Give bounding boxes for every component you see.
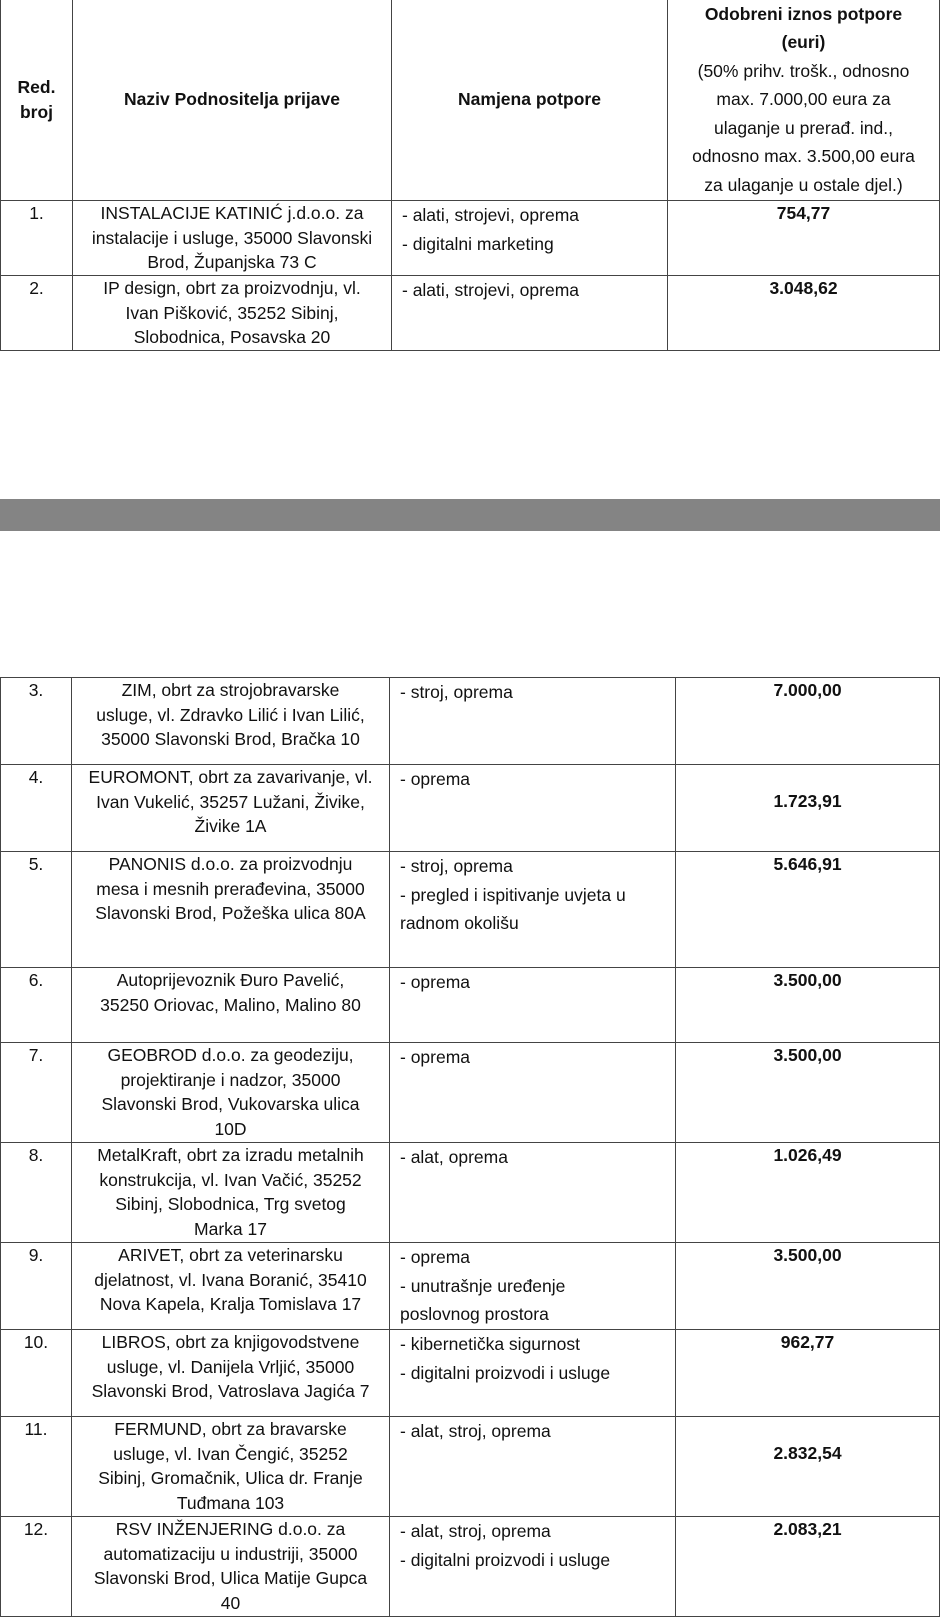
applicant-name bbox=[73, 201, 392, 276]
row-number: 7. bbox=[1, 1043, 72, 1143]
header-amount-note-5: za ulaganje u ostale djel.) bbox=[704, 174, 903, 195]
applicant-name-line: Živike 1A bbox=[194, 816, 267, 836]
approved-amount: 7.000,00 bbox=[676, 678, 940, 765]
applicant-name-line: INSTALACIJE KATINIĆ j.d.o.o. za bbox=[100, 203, 364, 223]
grant-purpose-line: - alat, stroj, oprema bbox=[400, 1421, 551, 1441]
approved-amount: 962,77 bbox=[676, 1330, 940, 1417]
grant-purpose bbox=[392, 276, 668, 351]
applicant-name-line: Ivan Pišković, 35252 Sibinj, bbox=[125, 302, 339, 323]
table-row bbox=[1, 201, 940, 276]
applicant-name bbox=[73, 276, 392, 351]
grant-purpose-line: - alati, strojevi, oprema bbox=[402, 280, 580, 300]
applicant-name-line: Brod, Županjska 73 C bbox=[147, 252, 317, 272]
grant-purpose-line: - oprema bbox=[400, 769, 471, 789]
applicant-name-line: Slavonski Brod, Požeška ulica 80A bbox=[95, 903, 366, 923]
grant-purpose bbox=[390, 1043, 676, 1143]
applicant-name-line: konstrukcija, vl. Ivan Vačić, 35252 bbox=[99, 1169, 362, 1190]
grant-purpose-line: - oprema bbox=[400, 972, 471, 992]
header-amount-note-3: ulaganje u prerađ. ind., bbox=[713, 117, 894, 138]
approved-amount: 2.832,54 bbox=[676, 1417, 940, 1517]
applicant-name bbox=[72, 765, 390, 852]
grant-purpose-line: - kibernetička sigurnost bbox=[400, 1334, 580, 1354]
grant-purpose-line: - alat, stroj, oprema bbox=[400, 1521, 551, 1541]
table-row bbox=[1, 852, 940, 968]
applicant-name-line: RSV INŽENJERING d.o.o. za bbox=[115, 1519, 346, 1539]
grant-purpose-line: radnom okolišu bbox=[400, 913, 519, 933]
applicant-name-line: FERMUND, obrt za bravarske bbox=[114, 1419, 347, 1439]
applicant-name-line: Slavonski Brod, Vatroslava Jagića 7 bbox=[91, 1381, 370, 1401]
table-row bbox=[1, 1043, 940, 1143]
approved-amount: 3.048,62 bbox=[668, 276, 940, 351]
header-amount-title: Odobreni iznos potpore bbox=[704, 3, 903, 24]
grant-purpose bbox=[390, 1330, 676, 1417]
row-number: 5. bbox=[1, 852, 72, 968]
grant-purpose-line: - stroj, oprema bbox=[400, 682, 513, 702]
applicant-name-line: PANONIS d.o.o. za proizvodnju bbox=[108, 854, 353, 874]
approved-amount: 3.500,00 bbox=[676, 968, 940, 1043]
header-purpose: Namjena potpore bbox=[392, 0, 668, 201]
grant-purpose bbox=[390, 1417, 676, 1517]
applicant-name bbox=[72, 1417, 390, 1517]
header-amount-unit: (euri) bbox=[781, 32, 826, 53]
row-number: 8. bbox=[1, 1143, 72, 1243]
header-approved-amount bbox=[668, 0, 940, 201]
applicant-name-line: usluge, vl. Ivan Čengić, 35252 bbox=[113, 1443, 348, 1464]
applicant-name-line: Marka 17 bbox=[194, 1218, 267, 1239]
applicant-name-line: EUROMONT, obrt za zavarivanje, vl. bbox=[88, 767, 373, 787]
row-number: 11. bbox=[1, 1417, 72, 1517]
applicant-name bbox=[72, 1330, 390, 1417]
grant-purpose bbox=[390, 968, 676, 1043]
grant-purpose-line: - pregled i ispitivanje uvjeta u bbox=[400, 884, 626, 905]
applicant-name-line: Slavonski Brod, Vukovarska ulica bbox=[101, 1094, 360, 1114]
header-amount-note-2: max. 7.000,00 eura za bbox=[716, 89, 891, 110]
header-red-broj bbox=[1, 0, 73, 201]
grant-purpose-line: - digitalni proizvodi i usluge bbox=[400, 1362, 611, 1383]
grant-purpose bbox=[390, 765, 676, 852]
applicant-name-line: 10D bbox=[214, 1118, 247, 1139]
grant-purpose bbox=[390, 1243, 676, 1330]
applicant-name-line: IP design, obrt za proizvodnju, vl. bbox=[103, 278, 361, 298]
approved-amount: 2.083,21 bbox=[676, 1517, 940, 1617]
applicant-name-line: 35250 Oriovac, Malino, Malino 80 bbox=[100, 994, 361, 1015]
applicant-name-line: ZIM, obrt za strojobravarske bbox=[121, 680, 340, 700]
approved-amount: 754,77 bbox=[668, 201, 940, 276]
applicant-name-line: LIBROS, obrt za knjigovodstvene bbox=[101, 1332, 360, 1352]
table-row bbox=[1, 968, 940, 1043]
applicant-name bbox=[72, 1517, 390, 1617]
table-row bbox=[1, 1417, 940, 1517]
applicant-name bbox=[72, 1043, 390, 1143]
applicant-name-line: Nova Kapela, Kralja Tomislava 17 bbox=[99, 1294, 362, 1314]
applicant-name bbox=[72, 1143, 390, 1243]
applicant-name-line: Sibinj, Gromačnik, Ulica dr. Franje bbox=[98, 1468, 363, 1488]
applicant-name-line: GEOBROD d.o.o. za geodeziju, bbox=[107, 1045, 354, 1065]
row-number: 2. bbox=[1, 276, 73, 351]
table-row bbox=[1, 765, 940, 852]
grant-purpose-line: - oprema bbox=[400, 1047, 471, 1067]
row-number: 6. bbox=[1, 968, 72, 1043]
grant-table-top bbox=[0, 0, 940, 351]
applicant-name-line: Slobodnica, Posavska 20 bbox=[133, 327, 331, 347]
row-number: 1. bbox=[1, 201, 73, 276]
page-separator-band bbox=[0, 499, 940, 531]
applicant-name-line: Slavonski Brod, Ulica Matije Gupca bbox=[93, 1568, 368, 1588]
applicant-name-line: MetalKraft, obrt za izradu metalnih bbox=[97, 1145, 364, 1165]
applicant-name bbox=[72, 678, 390, 765]
row-number: 10. bbox=[1, 1330, 72, 1417]
approved-amount: 5.646,91 bbox=[676, 852, 940, 968]
header-applicant-name: Naziv Podnositelja prijave bbox=[73, 0, 392, 201]
applicant-name-line: usluge, vl. Zdravko Lilić i Ivan Lilić, bbox=[96, 704, 365, 725]
applicant-name-line: Tuđmana 103 bbox=[176, 1492, 285, 1513]
applicant-name-line: mesa i mesnih prerađevina, 35000 bbox=[96, 878, 365, 899]
header-row bbox=[1, 0, 940, 201]
grant-purpose-line: - stroj, oprema bbox=[400, 856, 513, 876]
grant-purpose-line: - unutrašnje uređenje bbox=[400, 1275, 566, 1296]
applicant-name-line: Autoprijevoznik Đuro Pavelić, bbox=[116, 970, 345, 990]
applicant-name bbox=[72, 1243, 390, 1330]
applicant-name-line: usluge, vl. Danijela Vrljić, 35000 bbox=[106, 1356, 355, 1377]
table-row bbox=[1, 678, 940, 765]
approved-amount: 1.026,49 bbox=[676, 1143, 940, 1243]
header-amount-note-1: (50% prihv. trošk., odnosno bbox=[697, 60, 910, 81]
grant-purpose-line: - digitalni marketing bbox=[402, 233, 554, 254]
applicant-name-line: Ivan Vukelić, 35257 Lužani, Živike, bbox=[96, 791, 365, 812]
applicant-name-line: instalacije i usluge, 35000 Slavonski bbox=[91, 227, 373, 248]
grant-purpose bbox=[390, 1143, 676, 1243]
applicant-name-line: 35000 Slavonski Brod, Bračka 10 bbox=[101, 729, 360, 749]
grant-purpose bbox=[390, 852, 676, 968]
table-row bbox=[1, 1143, 940, 1243]
grant-purpose bbox=[390, 1517, 676, 1617]
approved-amount: 1.723,91 bbox=[676, 765, 940, 852]
row-number: 12. bbox=[1, 1517, 72, 1617]
applicant-name-line: 40 bbox=[220, 1592, 241, 1613]
header-broj: broj bbox=[19, 101, 54, 122]
table-row bbox=[1, 1517, 940, 1617]
table-row bbox=[1, 1243, 940, 1330]
grant-purpose bbox=[392, 201, 668, 276]
applicant-name-line: ARIVET, obrt za veterinarsku bbox=[118, 1245, 343, 1265]
table-row bbox=[1, 276, 940, 351]
row-number: 3. bbox=[1, 678, 72, 765]
header-red: Red. bbox=[17, 77, 56, 97]
table-body-bottom bbox=[1, 678, 940, 1617]
header-amount-note-4: odnosno max. 3.500,00 eura bbox=[692, 146, 915, 167]
applicant-name bbox=[72, 968, 390, 1043]
grant-purpose-line: - alati, strojevi, oprema bbox=[402, 205, 580, 225]
applicant-name-line: Sibinj, Slobodnica, Trg svetog bbox=[115, 1194, 346, 1214]
row-number: 9. bbox=[1, 1243, 72, 1330]
grant-purpose-line: - alat, oprema bbox=[400, 1147, 508, 1167]
applicant-name-line: automatizaciju u industriji, 35000 bbox=[103, 1543, 358, 1564]
applicant-name-line: djelatnost, vl. Ivana Boranić, 35410 bbox=[94, 1269, 367, 1290]
approved-amount: 3.500,00 bbox=[676, 1243, 940, 1330]
grant-purpose bbox=[390, 678, 676, 765]
grant-purpose-line: poslovnog prostora bbox=[400, 1304, 549, 1324]
grant-purpose-line: - oprema bbox=[400, 1247, 471, 1267]
applicant-name-line: projektiranje i nadzor, 35000 bbox=[120, 1069, 341, 1090]
table-body-top bbox=[1, 201, 940, 351]
table-row bbox=[1, 1330, 940, 1417]
grant-table-bottom bbox=[0, 677, 940, 1617]
grant-purpose-line: - digitalni proizvodi i usluge bbox=[400, 1549, 611, 1570]
applicant-name bbox=[72, 852, 390, 968]
row-number: 4. bbox=[1, 765, 72, 852]
approved-amount: 3.500,00 bbox=[676, 1043, 940, 1143]
